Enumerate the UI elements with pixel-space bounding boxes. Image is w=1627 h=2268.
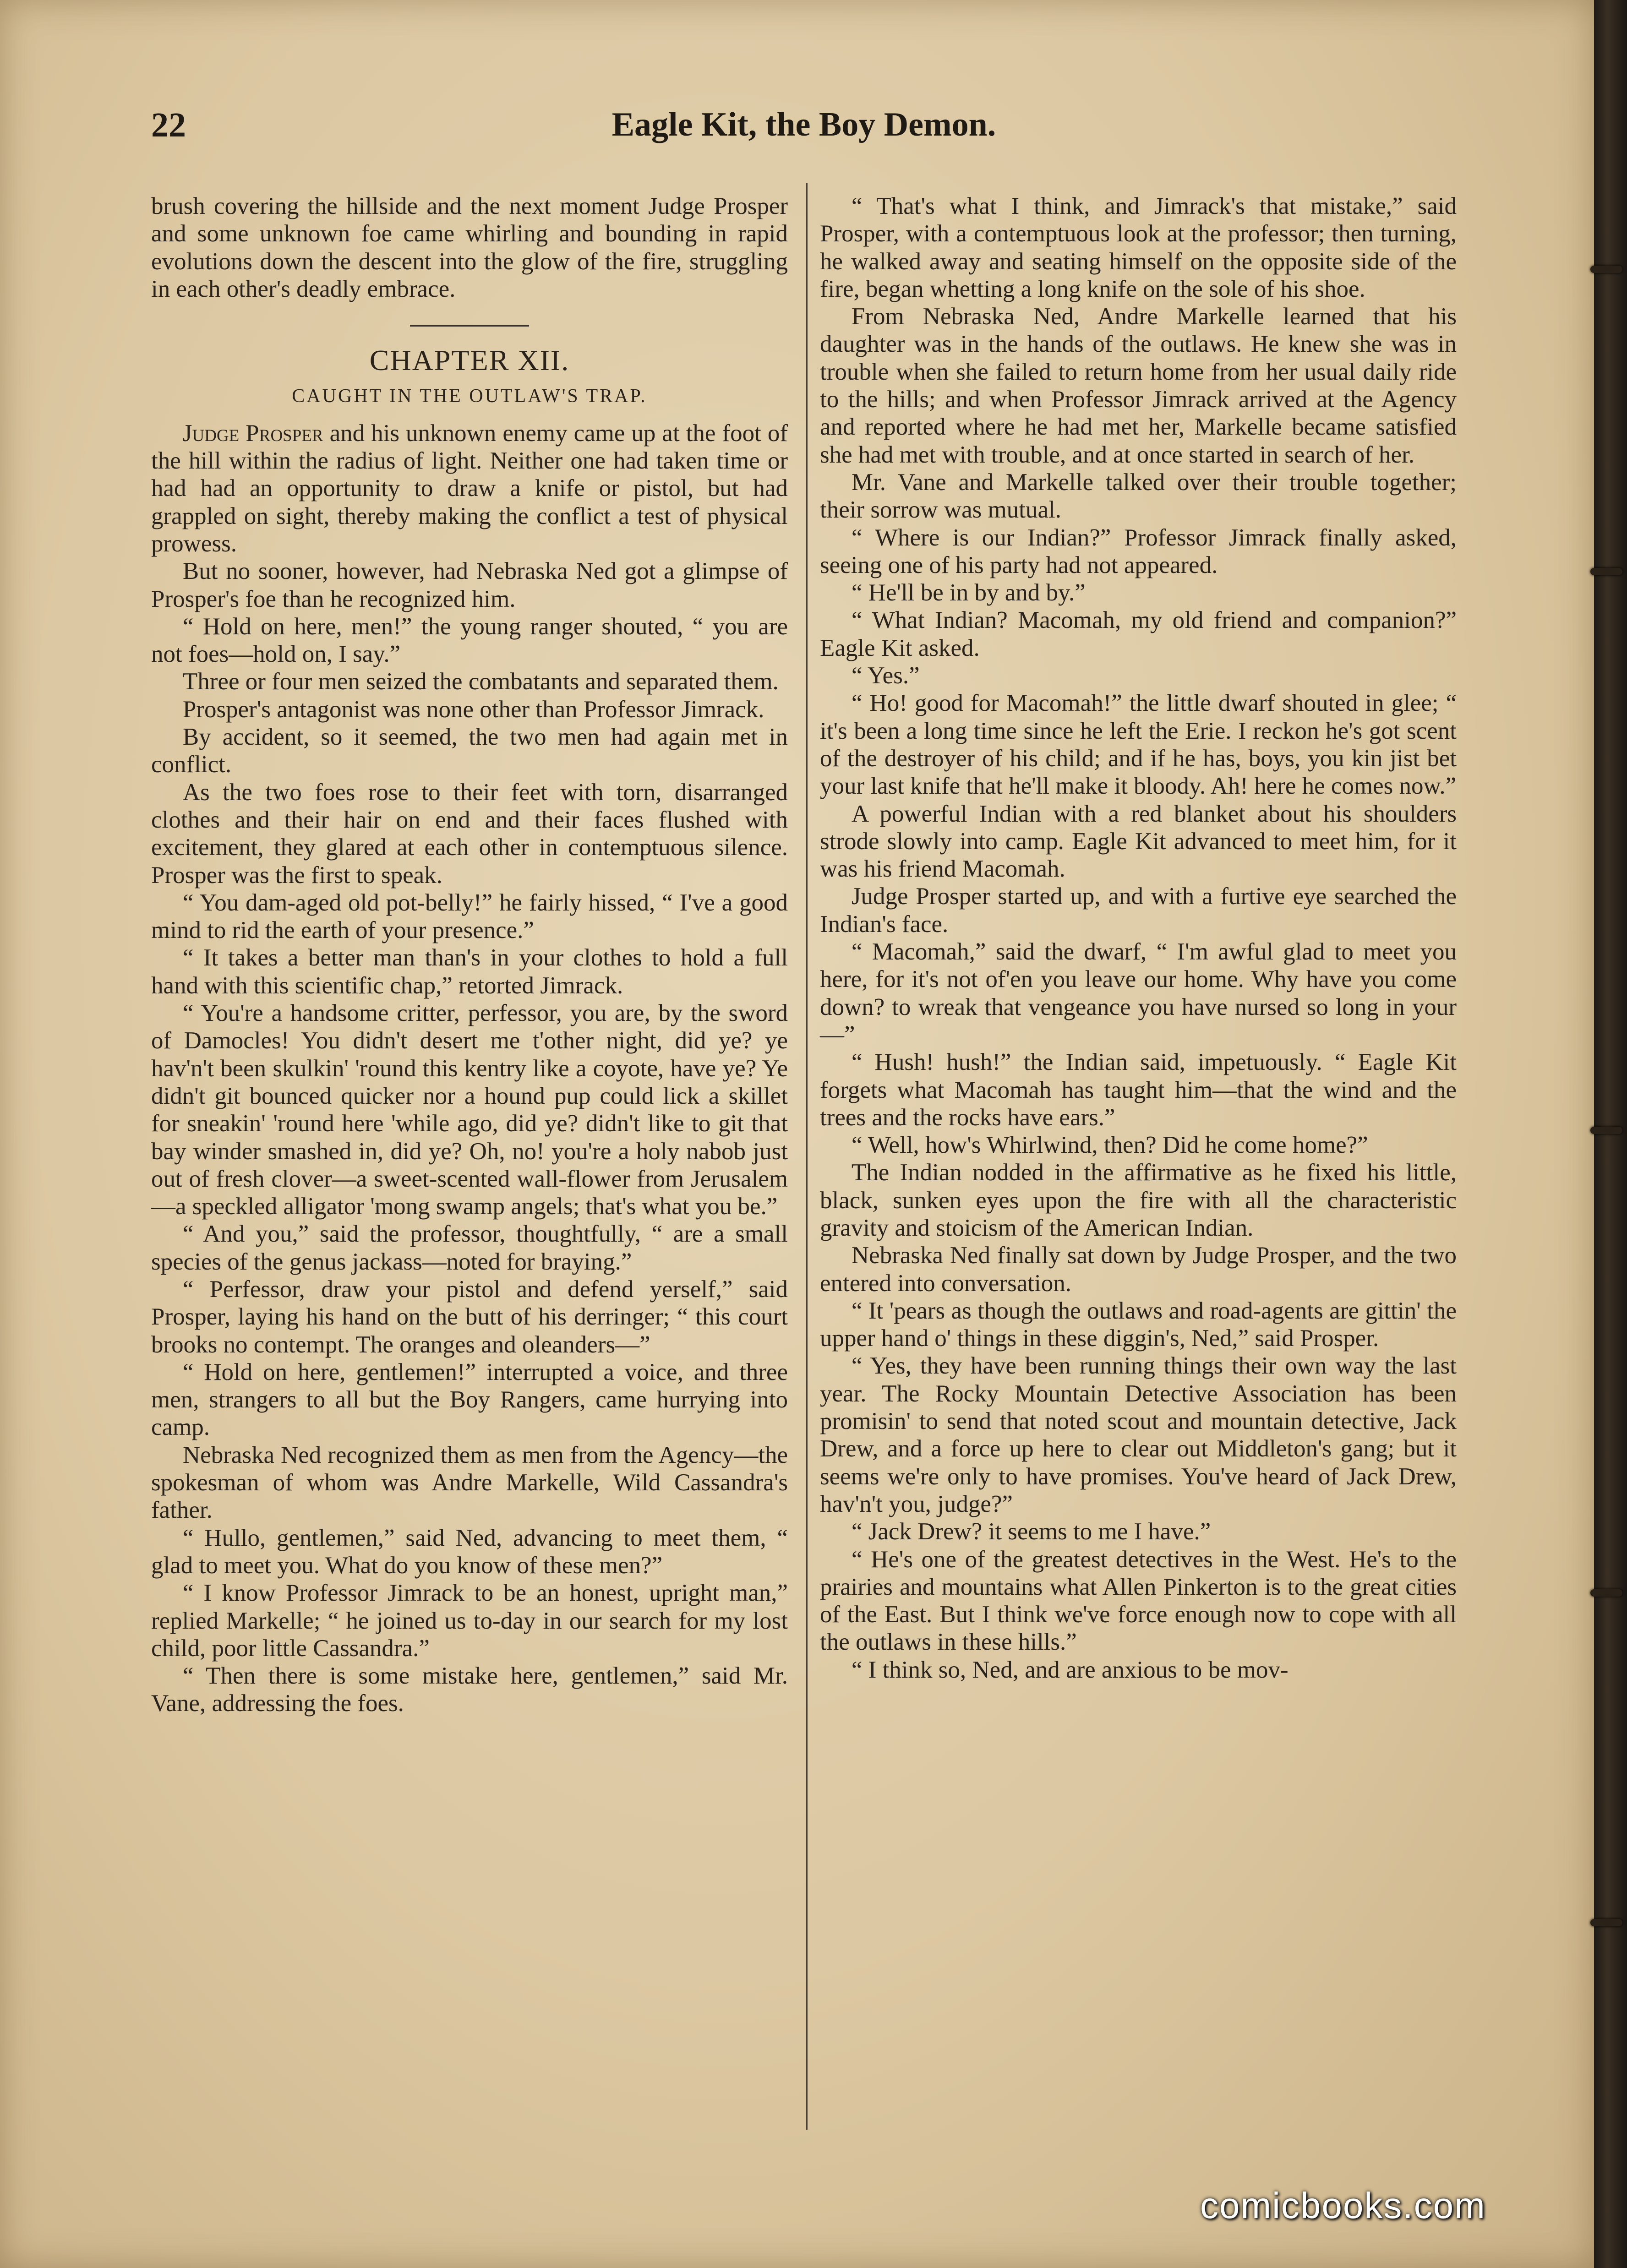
paragraph: “ What Indian? Macomah, my old friend and companion?” Eagle Kit asked.	[820, 607, 1457, 661]
staple-icon	[1590, 1919, 1622, 1926]
paragraph: From Nebraska Ned, Andre Markelle learned that his daughter was in the hands of the outlaws. He knew she was in trouble when she failed to return home from her usual daily ride to the hills; and when Professor Jimrack arrived at the Agency and reported where he had met her, Markelle became satisfied she had met with trouble, and at once started in search of her.	[820, 303, 1457, 468]
paragraph: “ Well, how's Whirlwind, then? Did he come home?”	[851, 1132, 1368, 1159]
paragraph: “ Jack Drew? it seems to me I have.”	[851, 1518, 1211, 1545]
left-column	[151, 192, 788, 1717]
paragraph: “ Hold on here, men!” the young ranger shouted, “ you are not foes—hold on, I say.”	[151, 613, 788, 668]
paragraph: But no sooner, however, had Nebraska Ned got a glimpse of Prosper's foe than he recognized him.	[151, 558, 788, 612]
chapter-first-words: Judge Prosper	[182, 420, 323, 447]
paragraph: “ He'll be in by and by.”	[851, 579, 1086, 606]
paragraph: By accident, so it seemed, the two men had again met in conflict.	[151, 724, 788, 778]
page-header	[151, 105, 1457, 156]
paragraph: Nebraska Ned recognized them as men from the Agency—the spokesman of whom was Andre Markelle, Wild Cassandra's father.	[151, 1441, 788, 1524]
paragraph: Three or four men seized the combatants and separated them.	[182, 668, 779, 695]
paragraph: “ Ho! good for Macomah!” the little dwarf shouted in glee; “ it's been a long time since he left the Erie. I reckon he's got scent of the destroyer of his child; and if he has, boys, you kin jist bet your last knife that he'll make it bloody. Ah! here he comes now.”	[820, 690, 1457, 800]
paragraph: The Indian nodded in the affirmative as he fixed his little, black, sunken eyes upon the fire with all the characteristic gravity and stoicism of the American Indian.	[820, 1159, 1457, 1241]
paragraph: “ Hold on here, gentlemen!” interrupted a voice, and three men, strangers to all but the Boy Rangers, came hurrying into camp.	[151, 1358, 788, 1441]
paragraph: “ Then there is some mistake here, gentlemen,” said Mr. Vane, addressing the foes.	[151, 1663, 788, 1717]
paragraph: “ Yes, they have been running things their own way the last year. The Rocky Mountain Detective Association has been promisin' to send that noted scout and mountain detective, Jack Drew, and a force up here to clear out Middleton's gang; but it seems we're only to have promises. You've heard of Jack Drew, hav'n't you, judge?”	[820, 1352, 1457, 1517]
staple-icon	[1590, 266, 1622, 273]
chapter-divider	[410, 325, 529, 327]
staple-icon	[1590, 1127, 1622, 1134]
paragraph: “ You're a handsome critter, perfessor, you are, by the sword of Damocles! You didn't desert me t'other night, did ye? ye hav'n't been skulkin' 'round this kentry like a coyote, have ye? Ye didn't git bounced quicker nor a hound pup could lick a skillet for sneakin' 'round here 'while ago, did ye? didn't like to git that bay winder smashed in, did ye? Oh, no! you're a holy nabob just out of fresh clover—a sweet-scented wall-flower from Jerusalem—a speckled alligator 'mong swamp angels; that's what you be.”	[151, 1000, 788, 1220]
paragraph: “ It 'pears as though the outlaws and road-agents are gittin' the upper hand o' things in these diggin's, Ned,” said Prosper.	[820, 1297, 1457, 1352]
paragraph: A powerful Indian with a red blanket about his shoulders strode slowly into camp. Eagle Kit advanced to meet him, for it was his friend Macomah.	[820, 800, 1457, 883]
paragraph: “ Macomah,” said the dwarf, “ I'm awful glad to meet you here, for it's not of'en you leave our home. Why have you come down? to wreak that vengeance you have nursed so long in your—”	[820, 938, 1457, 1048]
paragraph: “ It takes a better man than's in your clothes to hold a full hand with this scientific chap,” retorted Jimrack.	[151, 944, 788, 999]
paragraph: “ I think so, Ned, and are anxious to be mov-	[851, 1656, 1288, 1683]
paragraph: “ Where is our Indian?” Professor Jimrack finally asked, seeing one of his party had not appeared.	[820, 524, 1457, 578]
paragraph: “ Perfessor, draw your pistol and defend yerself,” said Prosper, laying his hand on the butt of his derringer; “ this court brooks no contempt. The oranges and oleanders—”	[151, 1276, 788, 1358]
paragraph: “ You dam-aged old pot-belly!” he fairly hissed, “ I've a good mind to rid the earth of your presence.”	[151, 889, 788, 944]
watermark: comicbooks.com	[1200, 2185, 1486, 2226]
staple-icon	[1590, 568, 1622, 575]
paragraph: Prosper's antagonist was none other than Professor Jimrack.	[182, 696, 764, 723]
running-title: Eagle Kit, the Boy Demon.	[611, 106, 996, 143]
paragraph: “ Yes.”	[851, 662, 920, 689]
paragraph: Judge Prosper started up, and with a furtive eye searched the Indian's face.	[820, 883, 1457, 938]
chapter-subtitle: CAUGHT IN THE OUTLAW'S TRAP.	[292, 386, 647, 407]
paragraph: brush covering the hillside and the next moment Judge Prosper and some unknown foe came whirling and bounding in rapid evolutions down the descent into the glow of the fire, struggling in each other's deadly embrace.	[151, 193, 788, 302]
paragraph: As the two foes rose to their feet with torn, disarranged clothes and their hair on end and their faces flushed with excitement, they glared at each other in contemptuous silence. Prosper was the first to speak.	[151, 779, 788, 889]
paragraph: “ Hush! hush!” the Indian said, impetuously. “ Eagle Kit forgets what Macomah has taught him—that the wind and the trees and the rocks have ears.”	[820, 1049, 1457, 1131]
paragraph: “ I know Professor Jimrack to be an honest, upright man,” replied Markelle; “ he joined us to-day in our search for my lost child, poor little Cassandra.”	[151, 1580, 788, 1662]
staple-icon	[1590, 1589, 1622, 1597]
column-rule	[806, 183, 808, 2130]
binding-edge	[1594, 0, 1627, 2268]
paragraph-text: and his unknown enemy came up at the foot of the hill within the radius of light. Neither one had taken time or had had an opportunity to draw a knife or pistol, but had grappled on sight, thereby making the conflict a test of physical prowess.	[151, 420, 788, 557]
paragraph: “ That's what I think, and Jimrack's that mistake,” said Prosper, with a contemptuous look at the professor; then turning, he walked away and seating himself on the opposite side of the fire, began whetting a long knife on the sole of his shoe.	[820, 193, 1457, 302]
page-number: 22	[151, 106, 186, 144]
paragraph: “ He's one of the greatest detectives in the West. He's to the prairies and mountains what Allen Pinkerton is to the great cities of the East. But I think we've force enough now to cope with all the outlaws in these hills.”	[820, 1546, 1457, 1656]
paragraph: “ And you,” said the professor, thoughtfully, “ are a small species of the genus jackass—noted for braying.”	[151, 1221, 788, 1275]
chapter-heading: CHAPTER XII.	[369, 344, 570, 377]
paragraph: Mr. Vane and Markelle talked over their trouble together; their sorrow was mutual.	[820, 469, 1457, 523]
right-column	[820, 192, 1457, 1684]
paragraph: “ Hullo, gentlemen,” said Ned, advancing to meet them, “ glad to meet you. What do you know of these men?”	[151, 1524, 788, 1579]
paragraph: Nebraska Ned finally sat down by Judge Prosper, and the two entered into conversation.	[820, 1242, 1457, 1297]
paragraph	[151, 420, 788, 557]
